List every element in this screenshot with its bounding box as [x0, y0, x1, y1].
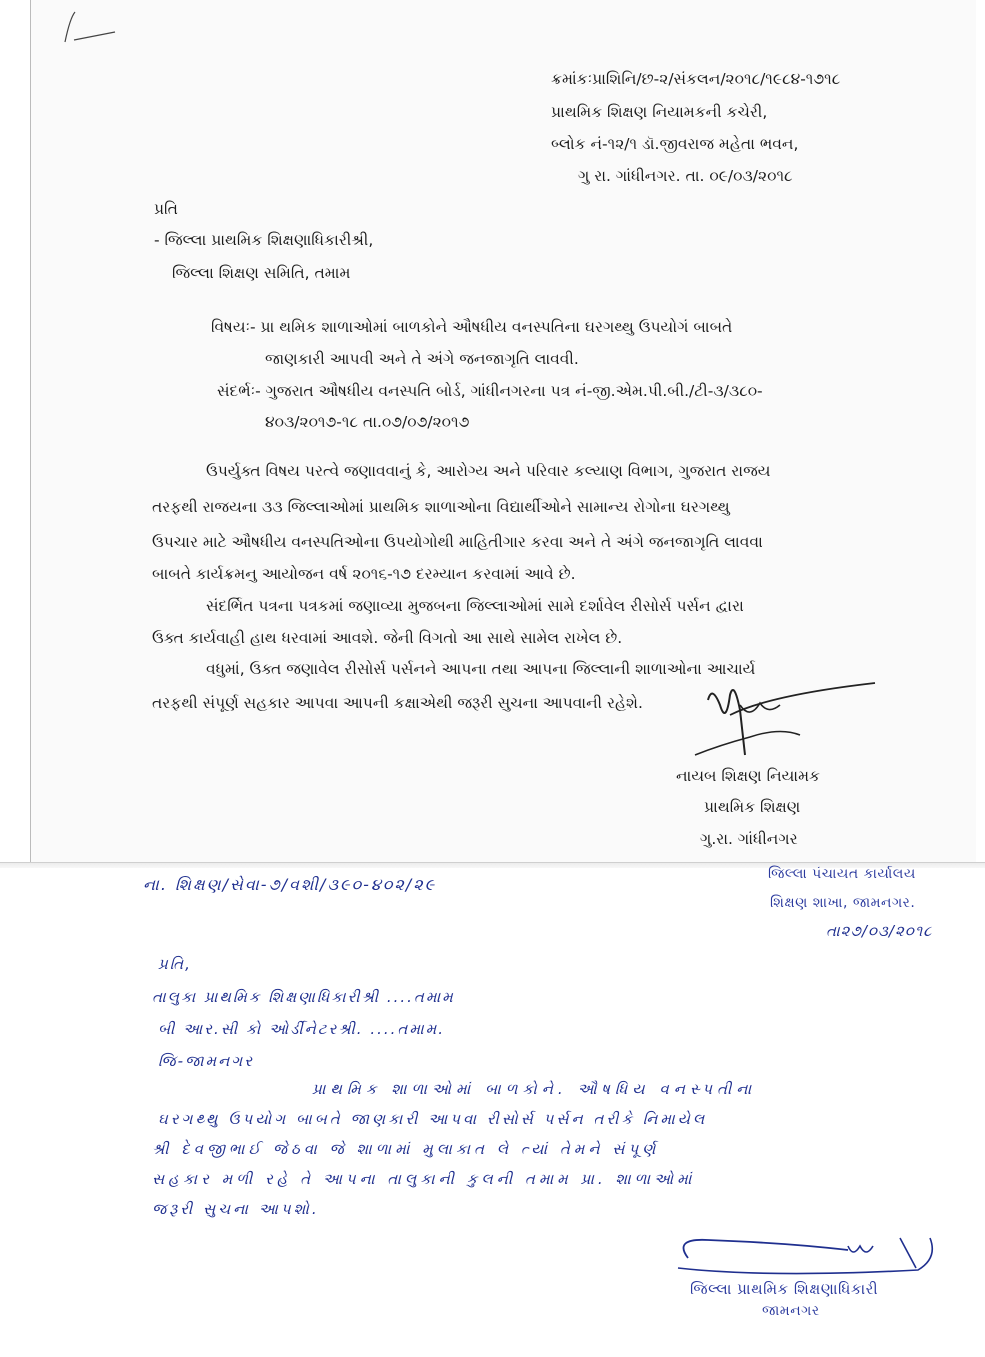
endorsement-body-line: ઘરગથ્થુ ઉપયોગ બાબતે જાણકારી આપવા રીસોર્સ પર્સન તરીકે નિમાયેલ	[158, 1110, 708, 1128]
endorsement-date: તા૨૭/૦૩/૨૦૧૮	[826, 922, 933, 940]
district-officer-signature	[668, 1228, 948, 1288]
body-line: બાબતે કાર્યક્રમનુ આયોજન વર્ષ ૨૦૧૬-૧૭ દરમ્યાન કરવામાં આવે છે.	[152, 565, 576, 583]
body-line: તરફથી રાજયના ૩૩ જિલ્લાઓમાં પ્રાથમિક શાળાઓના વિદ્યાર્થીઓને સામાન્ય રોગોના ઘરગથ્થુ	[152, 498, 730, 516]
recipient-line: જિલ્લા શિક્ષણ સમિતિ, તમામ	[172, 264, 351, 282]
endorsement-body-line: જરૂરી સુચના આપશો.	[152, 1200, 320, 1218]
endorsement-body-line: સહકાર મળી રહે તે આપના તાલુકાની કુલની તમામ પ્રા. શાળાઓમાં	[152, 1170, 696, 1188]
endorsement-recipient: તાલુકા પ્રાથમિક શિક્ષણાધિકારીશ્રી ....તમામ	[152, 988, 455, 1006]
letter-number: ક્રમાંકઃપ્રાશિનિ/છ-૨/સંકલન/૨૦૧૮/૧૯૮૪-૧૭૧૮	[551, 70, 841, 88]
office-name: પ્રાથમિક શિક્ષણ નિયામકની કચેરી,	[551, 103, 768, 121]
signatory-designation: નાયબ શિક્ષણ નિયામક	[676, 767, 820, 785]
to-label: પ્રતિ	[154, 200, 178, 218]
endorsement-body-line: પ્રાથમિક શાળાઓમાં બાળકોને. ઔષધિય વનસ્પતીના	[312, 1080, 757, 1098]
body-line: ઉપચાર માટે ઔષધીય વનસ્પતિઓના ઉપયોગોથી માહિતીગાર કરવા અને તે અંગે જનજાગૃતિ લાવવા	[152, 533, 763, 551]
recipient-line: - જિલ્લા પ્રાથમિક શિક્ષણાધિકારીશ્રી,	[154, 231, 374, 249]
district-officer-designation: જિલ્લા પ્રાથમિક શિક્ષણાધિકારી	[690, 1280, 879, 1298]
body-line: તરફથી સંપૂર્ણ સહકાર આપવા આપની કક્ષાએથી જરૂરી સુચના આપવાની રહેશે.	[152, 694, 643, 712]
endorsement-district: જિ-જામનગર	[158, 1052, 255, 1070]
endorsement-body-line: શ્રી દેવજીભાઈ જેઠવા જે શાળામાં મુલાકાત લે ત્યાં તેમને સંપૂર્ણ	[152, 1140, 660, 1158]
office-stamp-line: શિક્ષણ શાખા, જામનગર.	[770, 895, 916, 911]
office-address: બ્લોક નં-૧૨/૧ ડૉ.જીવરાજ મહેતા ભવન,	[551, 135, 799, 153]
reference-line: ૪૦૩/૨૦૧૭-૧૮ તા.૦૭/૦૭/૨૦૧૭	[265, 413, 470, 431]
body-line: ઉક્ત કાર્યવાહી હાથ ધરવામાં આવશે. જેની વિગતો આ સાથે સામેલ રાખેલ છે.	[152, 629, 623, 647]
signatory-place: ગુ.રા. ગાંધીનગર	[700, 830, 798, 848]
endorsement-recipient: બી આર.સી કો ઓર્ડીનેટરશ્રી. ....તમામ.	[158, 1020, 445, 1038]
signatory-department: પ્રાથમિક શિક્ષણ	[704, 798, 801, 816]
letter-place-date: ગુ રા. ગાંધીનગર. તા. ૦૯/૦૩/૨૦૧૮	[578, 167, 793, 185]
reference-line: સંદર્ભઃ- ગુજરાત ઔષધીય વનસ્પતિ બોર્ડ, ગાંધીનગરના પત્ર નં-જી.એમ.પી.બી./ટી-૩/૩૮૦-	[217, 382, 763, 400]
subject-line: વિષયઃ- પ્રા થમિક શાળાઓમાં બાળકોને ઔષધીય વનસ્પતિના ઘરગથ્થુ ઉપયોગં બાબતે	[211, 318, 733, 336]
body-line: સંદર્ભિત પત્રના પત્રકમાં જણાવ્યા મુજબના જિલ્લાઓમાં સામે દર્શાવેલ રીસોર્સ પર્સન દ્વારા	[206, 597, 744, 615]
body-line: વધુમાં, ઉક્ત જણાવેલ રીસોર્સ પર્સનને આપના તથા આપના જિલ્લાની શાળાઓના આચાર્ય	[206, 660, 756, 678]
body-line: ઉપર્યુક્ત વિષય પરત્વે જણાવવાનું કે, આરોગ્ય અને પરિવાર કલ્યાણ વિભાગ, ગુજરાત રાજય	[206, 462, 771, 480]
subject-line: જાણકારી આપવી અને તે અંગે જનજાગૃતિ લાવવી.	[265, 350, 579, 368]
endorsement-number: ના. શિક્ષણ/સેવા-૭/વશી/૩૯૦-૪૦૨/૨૯	[143, 875, 437, 894]
endorsement-to-label: પ્રતિ,	[158, 955, 192, 973]
corner-scratch-mark	[60, 10, 120, 50]
office-stamp-line: જિલ્લા પંચાયત કાર્યાલય	[768, 866, 916, 882]
district-officer-place: જામનગર	[762, 1303, 820, 1319]
